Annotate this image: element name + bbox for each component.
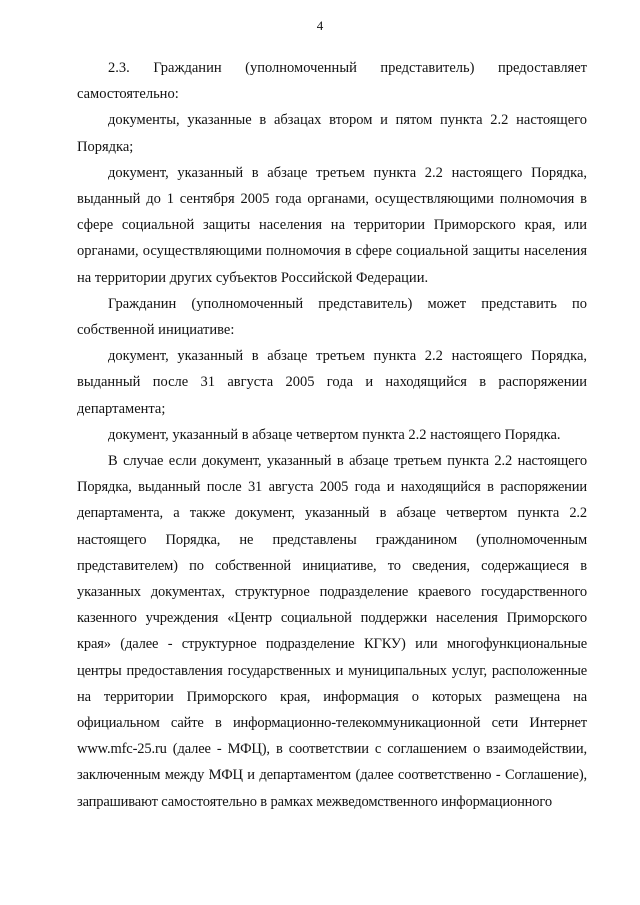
paragraph-own-initiative: Гражданин (уполномоченный представитель) может представить по собственной инициативе: xyxy=(77,295,587,339)
paragraph-document-fourth: документ, указанный в абзаце четвертом пункта 2.2 настоящего Порядка. xyxy=(108,426,561,443)
paragraph-interagency-request: В случае если документ, указанный в абзаце третьем пункта 2.2 настоящего Порядка, выданный после 31 августа 2005 года и находящийся в распоряжении департамента, а также документ, указанный в абзаце четвертом пункта 2.2 настоящего Порядка, не представлены гражданином (уполномоченным представителем) по собственной инициативе, то сведения, содержащиеся в указанных документах, структурное подразделение краевого государственного казенного учреждения «Центр социальной поддержки населения Приморского края» (далее - структурное подразделение КГКУ) или многофункциональные центры предоставления государственных и муниципальных услуг, расположенные на территории Приморского края, информация о которых размещена на официальном сайте в информационно-телекоммуникационной сети Интернет www.mfc-25.ru (далее - МФЦ), в соответствии с соглашением о взаимодействии, заключенным между МФЦ и департаментом (далее соответственно - Соглашение), запрашивают самостоятельно в рамках межведомственного информационного xyxy=(77,453,587,810)
page-number: 4 xyxy=(316,18,324,33)
paragraph-2-3-intro: 2.3. Гражданин (уполномоченный представитель) предоставляет самостоятельно: xyxy=(77,60,587,103)
paragraph-documents-list: документы, указанные в абзацах втором и пятом пункта 2.2 настоящего Порядка; xyxy=(77,112,587,155)
paragraph-document-after-2005: документ, указанный в абзаце третьем пункта 2.2 настоящего Порядка, выданный после 31 августа 2005 года и находящийся в распоряжении департамента; xyxy=(77,348,587,417)
document-body xyxy=(77,55,587,815)
paragraph-document-before-2005: документ, указанный в абзаце третьем пункта 2.2 настоящего Порядка, выданный до 1 сентября 2005 года органами, осуществляющими полномочия в сфере социальной защиты населения на территории Приморского края, или органами, осуществляющими полномочия в сфере социальной защиты населения на территории других субъектов Российской Федерации. xyxy=(77,164,587,286)
